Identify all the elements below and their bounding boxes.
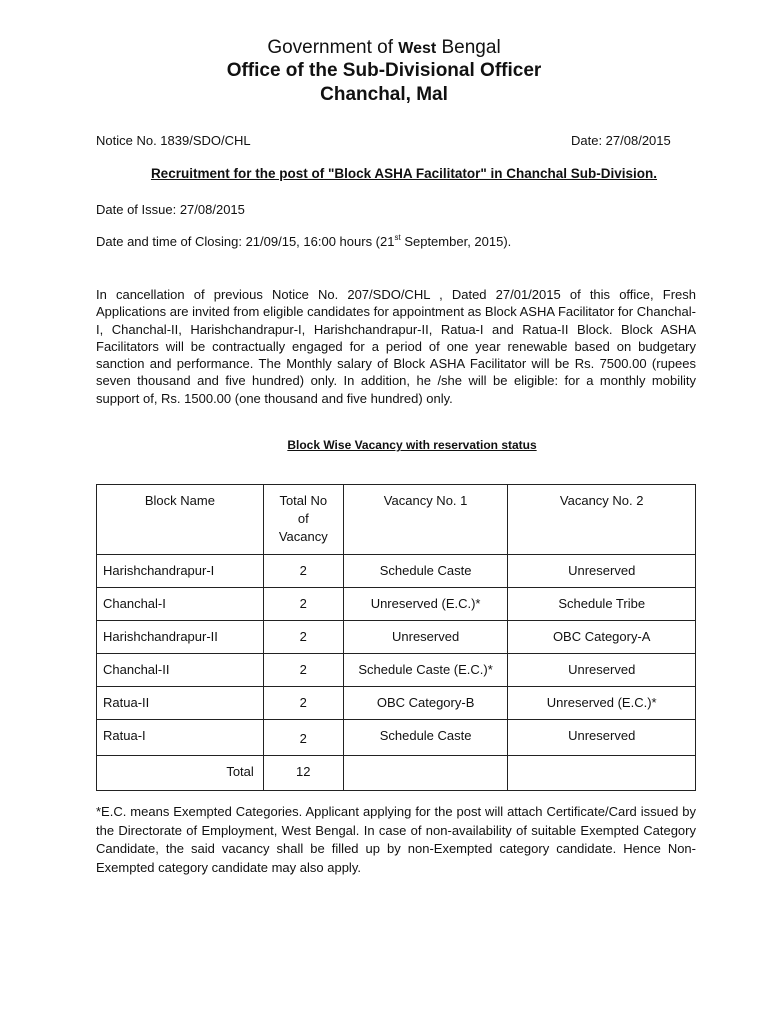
cell-total: 2 — [263, 720, 343, 756]
cell-vacancy-1: Schedule Caste (E.C.)* — [343, 654, 508, 687]
cell-block: Ratua-I — [97, 720, 264, 756]
table-header-row — [97, 485, 696, 555]
total-value: 12 — [263, 756, 343, 791]
gov-bengal: Bengal — [441, 37, 501, 58]
notice-date: Date: 27/08/2015 — [571, 133, 671, 148]
closing-before: Date and time of Closing: 21/09/15, 16:00 hours (21 — [96, 234, 395, 249]
header-block-name: Block Name — [97, 485, 264, 555]
cell-block: Harishchandrapur-II — [97, 621, 264, 654]
table-title: Block Wise Vacancy with reservation status — [287, 438, 537, 452]
cell-block: Chanchal-I — [97, 588, 264, 621]
gov-prefix: Government — [267, 37, 372, 58]
table-row — [97, 654, 696, 687]
cell-vacancy-2: Unreserved (E.C.)* — [508, 687, 696, 720]
notice-number: Notice No. 1839/SDO/CHL — [96, 133, 251, 148]
cell-vacancy-1: Unreserved — [343, 621, 508, 654]
table-row — [97, 720, 696, 756]
header-vacancy-2: Vacancy No. 2 — [508, 485, 696, 555]
cell-vacancy-1: Unreserved (E.C.)* — [343, 588, 508, 621]
cell-vacancy-2: Unreserved — [508, 555, 696, 588]
cell-total: 2 — [263, 555, 343, 588]
closing-sup: st — [394, 233, 401, 242]
cell-block: Ratua-II — [97, 687, 264, 720]
total-label: Total — [97, 756, 264, 791]
cell-vacancy-1: Schedule Caste — [343, 720, 508, 756]
vacancy-table — [96, 484, 696, 791]
government-heading — [0, 36, 768, 61]
cell-total: 2 — [263, 654, 343, 687]
cell-block: Chanchal-II — [97, 654, 264, 687]
body-paragraph: In cancellation of previous Notice No. 207/SDO/CHL , Dated 27/01/2015 of this office, Fresh Applications are invited from eligible candidates for appointment as Block ASHA Facilitator for Chanchal-I, Chanchal-II, Harishchandrapur-I, Harishchandrapur-II, Ratua-I and Ratua-II Block. Block ASHA Facilitators will be contractually engaged for a period of one year renewable based on budgetary sanction and performance. The Monthly salary of Block ASHA Facilitator will be Rs. 7500.00 (rupees seven thousand and five hundred) only. In addition, he /she will be eligible: for a monthly mobility support of, Rs. 1500.00 (one thousand and five hundred) only. — [96, 287, 696, 406]
header-vacancy-1: Vacancy No. 1 — [343, 485, 508, 555]
date-of-issue: Date of Issue: 27/08/2015 — [96, 202, 245, 217]
total-empty-cell — [343, 756, 508, 791]
total-empty-cell — [508, 756, 696, 791]
table-row — [97, 687, 696, 720]
footnote: *E.C. means Exempted Categories. Applicant applying for the post will attach Certificate/Card issued by the Directorate of Employment, West Bengal. In case of non-availability of suitable Exempted Category Candidate, the said vacancy shall be filled up by non-Exempted category candidate. Hence Non-Exempted category candidate may also apply. — [96, 804, 696, 875]
gov-of: of — [377, 37, 393, 58]
office-heading: Office of the Sub-Divisional Officer — [226, 60, 542, 81]
gov-west: West — [398, 40, 437, 57]
cell-total: 2 — [263, 588, 343, 621]
cell-vacancy-1: Schedule Caste — [343, 555, 508, 588]
cell-block: Harishchandrapur-I — [97, 555, 264, 588]
place-heading: Chanchal, Mal — [320, 84, 448, 105]
cell-vacancy-2: OBC Category-A — [508, 621, 696, 654]
cell-total: 2 — [263, 621, 343, 654]
closing-after: September, 2015). — [400, 234, 512, 249]
table-row — [97, 588, 696, 621]
cell-vacancy-2: Schedule Tribe — [508, 588, 696, 621]
cell-total: 2 — [263, 687, 343, 720]
header-total-vacancy: Total No of Vacancy — [263, 485, 343, 555]
table-row — [97, 621, 696, 654]
cell-vacancy-2: Unreserved — [508, 654, 696, 687]
cell-vacancy-1: OBC Category-B — [343, 687, 508, 720]
table-row — [97, 555, 696, 588]
closing-date — [96, 234, 511, 250]
subject-line: Recruitment for the post of "Block ASHA Facilitator" in Chanchal Sub-Division. — [150, 166, 658, 181]
cell-vacancy-2: Unreserved — [508, 720, 696, 756]
table-total-row — [97, 756, 696, 791]
